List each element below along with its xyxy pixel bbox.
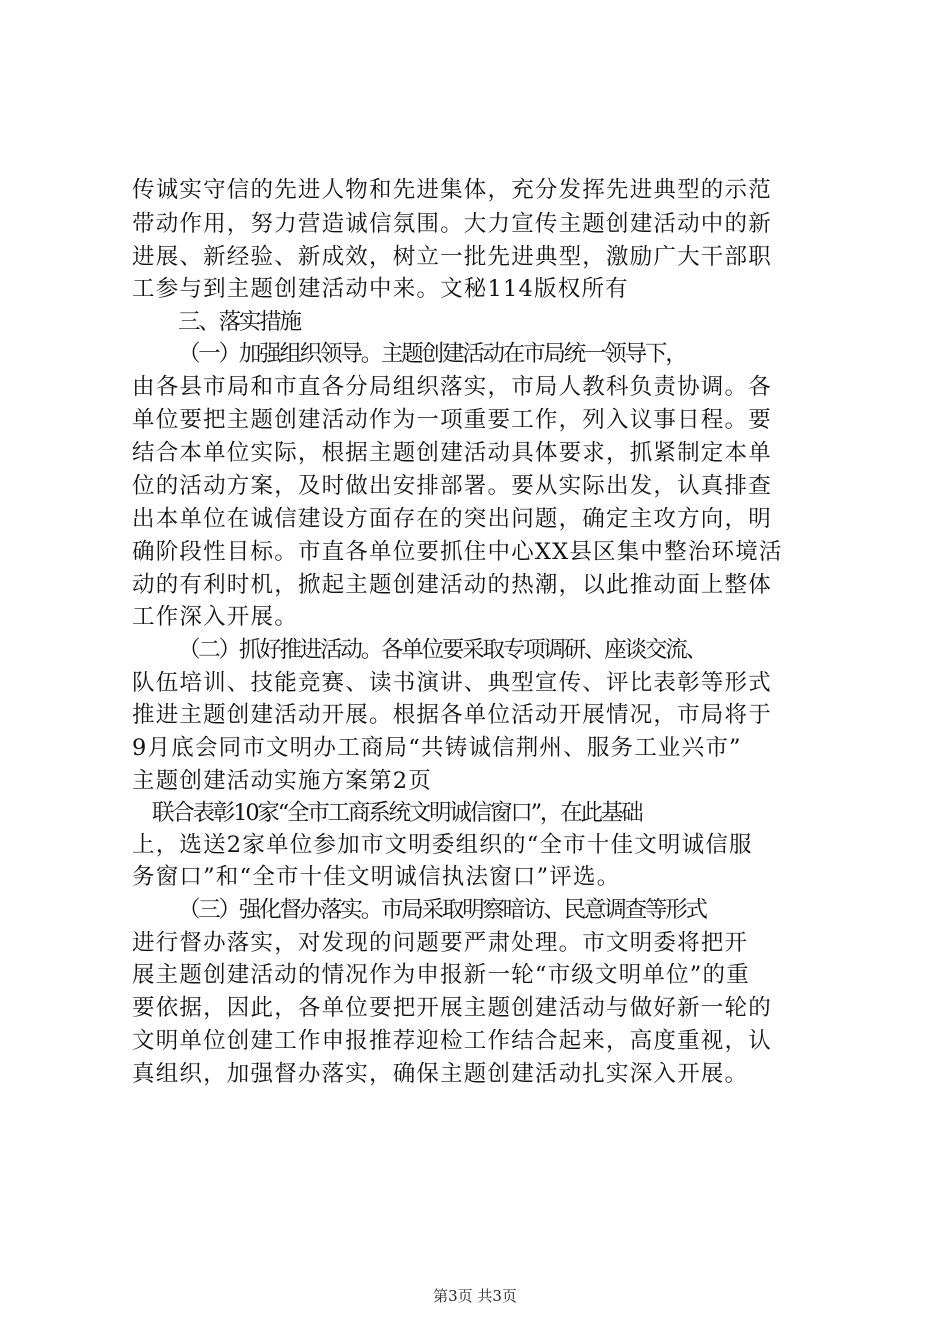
- text-line: 位的活动方案，及时做出安排部署。要从实际出发，认真排查: [132, 473, 772, 499]
- text-line: 主题创建活动实施方案第2页: [132, 768, 432, 794]
- text-line: 推进主题创建活动开展。根据各单位活动开展情况，市局将于: [132, 702, 772, 728]
- text-line: 进行督办落实，对发现的问题要严肃处理。市文明委将把开: [132, 930, 749, 956]
- text-line: （三）强化督办落实。市局采取明察暗访、民意调查等形式: [178, 897, 706, 923]
- text-line: 单位要把主题创建活动作为一项重要工作，列入议事日程。要: [132, 407, 772, 433]
- text-line: 9月底会同市文明办工商局“共铸诚信荆州、服务工业兴市”: [132, 735, 742, 761]
- section-heading: 三、落实措施: [178, 309, 300, 335]
- text-line: （一）加强组织领导。主题创建活动在市局统一领导下，: [178, 341, 686, 367]
- text-line: 确阶段性目标。市直各单位要抓住中心XX县区集中整治环境活: [132, 539, 783, 565]
- text-line: 进展、新经验、新成效，树立一批先进典型，激励广大干部职: [132, 244, 772, 270]
- text-line: 务窗口”和“全市十佳文明诚信执法窗口”评选。: [132, 864, 621, 890]
- text-line: 结合本单位实际，根据主题创建活动具体要求，抓紧制定本单: [132, 440, 772, 466]
- text-line: 联合表彰10家“全市工商系统文明诚信窗口”，在此基础: [152, 800, 642, 826]
- text-line: 队伍培训、技能竞赛、读书演讲、典型宣传、评比表彰等形式: [132, 670, 772, 696]
- text-line: 带动作用，努力营造诚信氛围。大力宣传主题创建活动中的新: [132, 211, 772, 237]
- text-line: （二）抓好推进活动。各单位要采取专项调研、座谈交流、: [178, 637, 706, 663]
- text-line: 工参与到主题创建活动中来。文秘114版权所有: [132, 276, 629, 302]
- text-line: 动的有利时机，掀起主题创建活动的热潮，以此推动面上整体: [132, 572, 772, 598]
- text-line: 出本单位在诚信建设方面存在的突出问题，确定主攻方向，明: [132, 506, 772, 532]
- text-line: 传诚实守信的先进人物和先进集体，充分发挥先进典型的示范: [132, 177, 772, 203]
- text-line: 展主题创建活动的情况作为申报新一轮“市级文明单位”的重: [132, 962, 750, 988]
- text-line: 上，选送2家单位参加市文明委组织的“全市十佳文明诚信服: [132, 832, 753, 858]
- page-number-footer: 第3页 共3页: [433, 1287, 517, 1305]
- text-line: 由各县市局和市直各分局组织落实，市局人教科负责协调。各: [132, 374, 772, 400]
- text-line: 要依据，因此，各单位要把开展主题创建活动与做好新一轮的: [132, 995, 772, 1021]
- text-line: 文明单位创建工作申报推荐迎检工作结合起来，高度重视，认: [132, 1028, 772, 1054]
- text-line: 真组织，加强督办落实，确保主题创建活动扎实深入开展。: [132, 1061, 749, 1087]
- text-line: 工作深入开展。: [132, 604, 298, 630]
